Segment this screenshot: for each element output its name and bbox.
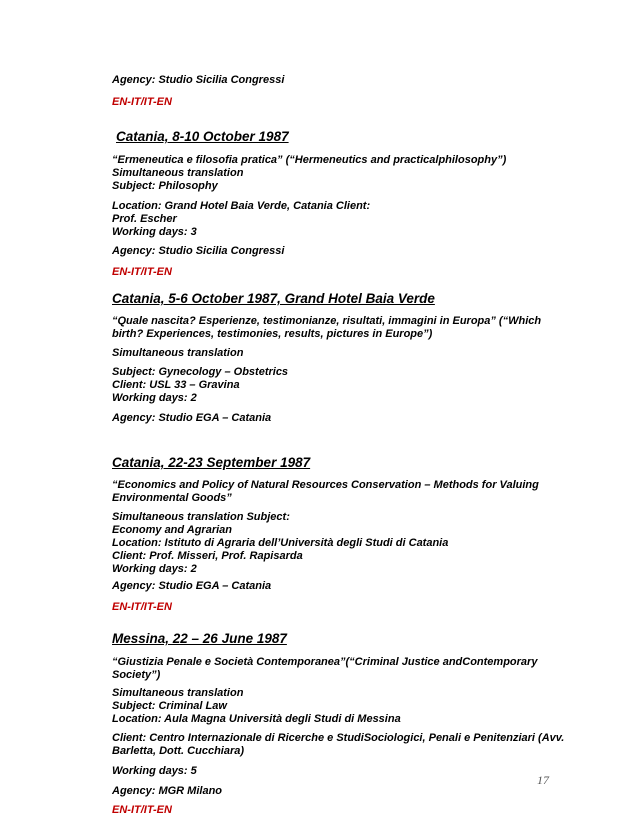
entry-working-days: Working days: 2 xyxy=(112,563,197,575)
entry-client: Client: USL 33 – Gravina xyxy=(112,379,240,391)
entry-agency: Agency: Studio EGA – Catania xyxy=(112,580,272,592)
entry-subject: Subject: Criminal Law xyxy=(112,700,227,712)
intro-agency: Agency: Studio Sicilia Congressi xyxy=(112,74,285,86)
entry-title: “Giustizia Penale e Società Contemporanea”(“Criminal Justice andContemporary xyxy=(112,656,538,668)
entry-title: “Quale nascita? Esperienze, testimonianze, risultati, immagini in Europa” (“Which xyxy=(112,315,542,327)
entry-client: Client: Centro Internazionale di Ricerche e StudiSociologici, Penali e Penitenziari (Avv. xyxy=(112,732,565,744)
entry-agency: Agency: Studio Sicilia Congressi xyxy=(112,245,285,257)
entry-agency: Agency: MGR Milano xyxy=(112,785,223,797)
entry-type: Simultaneous translation Subject: xyxy=(112,511,290,523)
entry-working-days: Working days: 2 xyxy=(112,392,197,404)
entry-heading: Catania, 5-6 October 1987, Grand Hotel Baia Verde xyxy=(112,291,435,306)
entry-languages: EN-IT/IT-EN xyxy=(112,266,172,278)
entry-subject: Subject: Gynecology – Obstetrics xyxy=(112,366,289,378)
entry-type: Simultaneous translation xyxy=(112,347,244,359)
entry-location: Location: Istituto di Agraria dell’Università degli Studi di Catania xyxy=(112,537,449,549)
entry-title-cont: birth? Experiences, testimonies, results, pictures in Europe”) xyxy=(112,328,433,340)
entry-heading: Catania, 22-23 September 1987 xyxy=(112,455,311,470)
entry-working-days: Working days: 3 xyxy=(112,226,197,238)
entry-client: Prof. Escher xyxy=(112,213,177,225)
entry-type: Simultaneous translation xyxy=(112,687,244,699)
entry-client: Client: Prof. Misseri, Prof. Rapisarda xyxy=(112,550,303,562)
entry-heading: Messina, 22 – 26 June 1987 xyxy=(112,631,287,646)
entry-type: Simultaneous translation xyxy=(112,167,244,179)
entry-title-cont: Society”) xyxy=(112,669,161,681)
entry-languages: EN-IT/IT-EN xyxy=(112,601,172,613)
entry-subject: Economy and Agrarian xyxy=(112,524,233,536)
entry-client-cont: Barletta, Dott. Cucchiara) xyxy=(112,745,245,757)
entry-title-cont: Environmental Goods” xyxy=(112,492,232,504)
entry-heading: Catania, 8-10 October 1987 xyxy=(116,129,289,144)
entry-location: Location: Aula Magna Università degli Studi di Messina xyxy=(112,713,401,725)
intro-languages: EN-IT/IT-EN xyxy=(112,96,172,108)
entry-agency: Agency: Studio EGA – Catania xyxy=(112,412,272,424)
page-number: 17 xyxy=(537,773,549,787)
entry-title: “Ermeneutica e filosofia pratica” (“Hermeneutics and practicalphilosophy”) xyxy=(112,154,507,166)
entry-title: “Economics and Policy of Natural Resources Conservation – Methods for Valuing xyxy=(112,479,539,491)
entry-location: Location: Grand Hotel Baia Verde, Catania Client: xyxy=(112,200,371,212)
entry-subject: Subject: Philosophy xyxy=(112,180,218,192)
entry-languages: EN-IT/IT-EN xyxy=(112,804,172,816)
entry-working-days: Working days: 5 xyxy=(112,765,197,777)
